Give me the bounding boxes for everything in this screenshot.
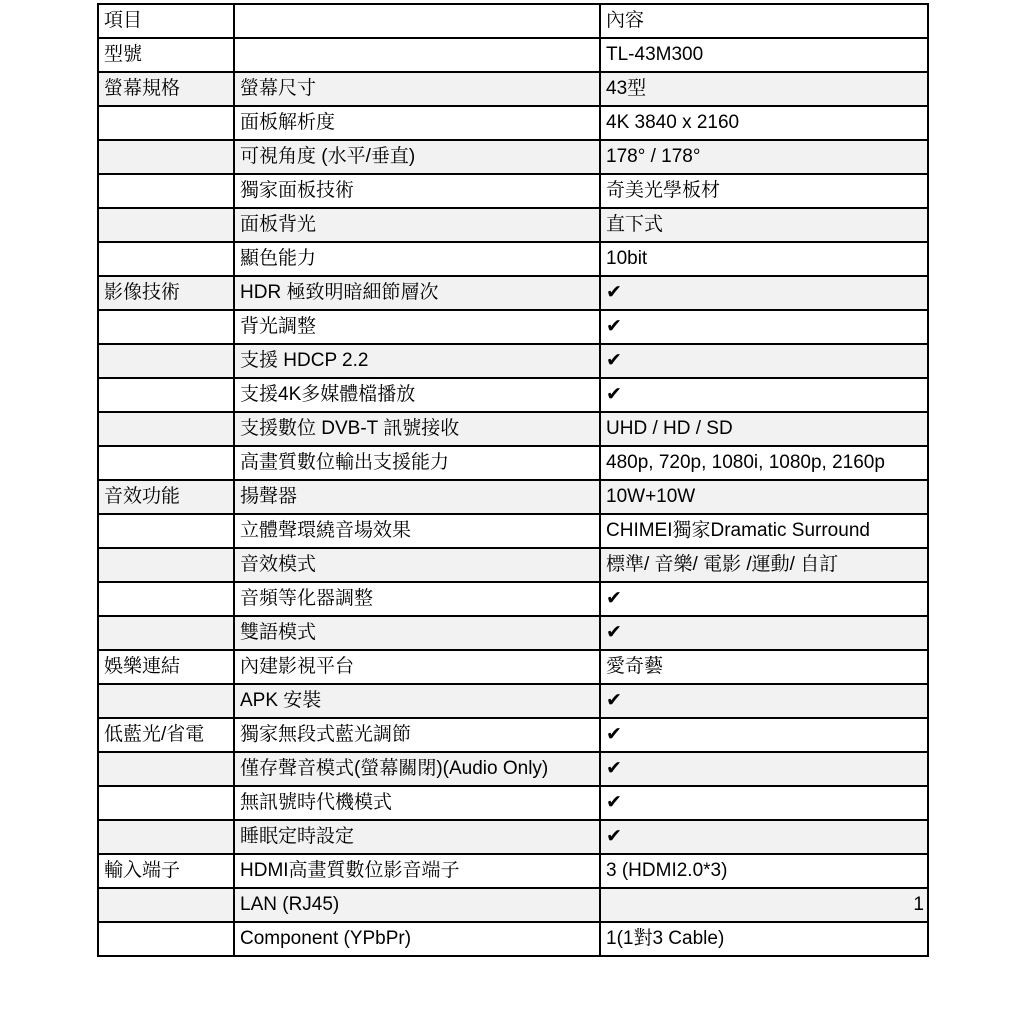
spec-row <box>98 514 928 548</box>
value-cell: ✔ <box>600 276 928 310</box>
spec-row <box>98 310 928 344</box>
category-cell <box>98 922 234 956</box>
category-cell: 型號 <box>98 38 234 72</box>
feature-cell: 顯色能力 <box>234 242 600 276</box>
feature-cell: 支援 HDCP 2.2 <box>234 344 600 378</box>
feature-cell: 內建影視平台 <box>234 650 600 684</box>
value-cell: ✔ <box>600 684 928 718</box>
category-cell <box>98 684 234 718</box>
feature-cell: 獨家面板技術 <box>234 174 600 208</box>
category-cell: 螢幕規格 <box>98 72 234 106</box>
value-cell: 1(1對3 Cable) <box>600 922 928 956</box>
spec-row <box>98 820 928 854</box>
feature-cell: 支援4K多媒體檔播放 <box>234 378 600 412</box>
spec-row <box>98 208 928 242</box>
spec-row <box>98 106 928 140</box>
feature-cell: 面板解析度 <box>234 106 600 140</box>
spec-row <box>98 344 928 378</box>
feature-cell: Component (YPbPr) <box>234 922 600 956</box>
value-cell: ✔ <box>600 786 928 820</box>
category-cell <box>98 140 234 174</box>
feature-cell <box>234 4 600 38</box>
category-cell <box>98 208 234 242</box>
value-cell: 480p, 720p, 1080i, 1080p, 2160p <box>600 446 928 480</box>
value-cell: 178° / 178° <box>600 140 928 174</box>
feature-cell: 可視角度 (水平/垂直) <box>234 140 600 174</box>
category-cell: 影像技術 <box>98 276 234 310</box>
value-cell: TL-43M300 <box>600 38 928 72</box>
spec-row <box>98 922 928 956</box>
value-cell: 1 <box>600 888 928 922</box>
spec-row <box>98 276 928 310</box>
spec-row <box>98 38 928 72</box>
spec-row <box>98 548 928 582</box>
value-cell: ✔ <box>600 752 928 786</box>
feature-cell: LAN (RJ45) <box>234 888 600 922</box>
value-cell: 43型 <box>600 72 928 106</box>
feature-cell: 支援數位 DVB-T 訊號接收 <box>234 412 600 446</box>
value-cell: 4K 3840 x 2160 <box>600 106 928 140</box>
spec-row <box>98 446 928 480</box>
spec-row <box>98 752 928 786</box>
feature-cell: 螢幕尺寸 <box>234 72 600 106</box>
value-cell: 愛奇藝 <box>600 650 928 684</box>
category-cell <box>98 548 234 582</box>
value-cell: UHD / HD / SD <box>600 412 928 446</box>
spec-row <box>98 718 928 752</box>
feature-cell: 面板背光 <box>234 208 600 242</box>
category-cell <box>98 344 234 378</box>
feature-cell: 立體聲環繞音場效果 <box>234 514 600 548</box>
spec-row <box>98 616 928 650</box>
tv-spec-table <box>97 3 929 957</box>
spec-row <box>98 684 928 718</box>
feature-cell: HDR 極致明暗細節層次 <box>234 276 600 310</box>
value-cell: ✔ <box>600 616 928 650</box>
spec-row <box>98 174 928 208</box>
feature-cell: 高畫質數位輸出支援能力 <box>234 446 600 480</box>
feature-cell: 獨家無段式藍光調節 <box>234 718 600 752</box>
value-cell: 標準/ 音樂/ 電影 /運動/ 自訂 <box>600 548 928 582</box>
feature-cell: 無訊號時代機模式 <box>234 786 600 820</box>
category-cell: 音效功能 <box>98 480 234 514</box>
category-cell <box>98 174 234 208</box>
category-cell <box>98 888 234 922</box>
header-row <box>98 4 928 38</box>
feature-cell: APK 安裝 <box>234 684 600 718</box>
value-cell: ✔ <box>600 820 928 854</box>
spec-row <box>98 412 928 446</box>
value-cell: ✔ <box>600 582 928 616</box>
category-cell <box>98 310 234 344</box>
category-cell <box>98 582 234 616</box>
category-cell: 低藍光/省電 <box>98 718 234 752</box>
feature-cell: 雙語模式 <box>234 616 600 650</box>
category-cell <box>98 820 234 854</box>
spec-row <box>98 786 928 820</box>
value-cell: CHIMEI獨家Dramatic Surround <box>600 514 928 548</box>
category-cell <box>98 514 234 548</box>
feature-cell: 背光調整 <box>234 310 600 344</box>
feature-cell: 音效模式 <box>234 548 600 582</box>
value-cell: 3 (HDMI2.0*3) <box>600 854 928 888</box>
feature-cell: HDMI高畫質數位影音端子 <box>234 854 600 888</box>
feature-cell: 睡眠定時設定 <box>234 820 600 854</box>
value-cell: ✔ <box>600 378 928 412</box>
category-cell <box>98 616 234 650</box>
spec-row <box>98 854 928 888</box>
category-cell <box>98 446 234 480</box>
value-cell: 10bit <box>600 242 928 276</box>
value-cell: 10W+10W <box>600 480 928 514</box>
spec-row <box>98 242 928 276</box>
category-cell: 輸入端子 <box>98 854 234 888</box>
category-cell <box>98 412 234 446</box>
feature-cell: 音頻等化器調整 <box>234 582 600 616</box>
value-cell: 奇美光學板材 <box>600 174 928 208</box>
value-cell: ✔ <box>600 344 928 378</box>
category-cell: 娛樂連結 <box>98 650 234 684</box>
category-cell <box>98 242 234 276</box>
spec-row <box>98 140 928 174</box>
value-cell: ✔ <box>600 718 928 752</box>
feature-cell <box>234 38 600 72</box>
spec-row <box>98 888 928 922</box>
spec-row <box>98 582 928 616</box>
category-cell <box>98 106 234 140</box>
category-cell: 項目 <box>98 4 234 38</box>
category-cell <box>98 786 234 820</box>
category-cell <box>98 752 234 786</box>
spec-row <box>98 378 928 412</box>
value-cell: 內容 <box>600 4 928 38</box>
spec-table-body <box>98 4 928 956</box>
spec-row <box>98 72 928 106</box>
value-cell: ✔ <box>600 310 928 344</box>
spec-row <box>98 480 928 514</box>
value-cell: 直下式 <box>600 208 928 242</box>
spec-row <box>98 650 928 684</box>
feature-cell: 僅存聲音模式(螢幕關閉)(Audio Only) <box>234 752 600 786</box>
category-cell <box>98 378 234 412</box>
feature-cell: 揚聲器 <box>234 480 600 514</box>
